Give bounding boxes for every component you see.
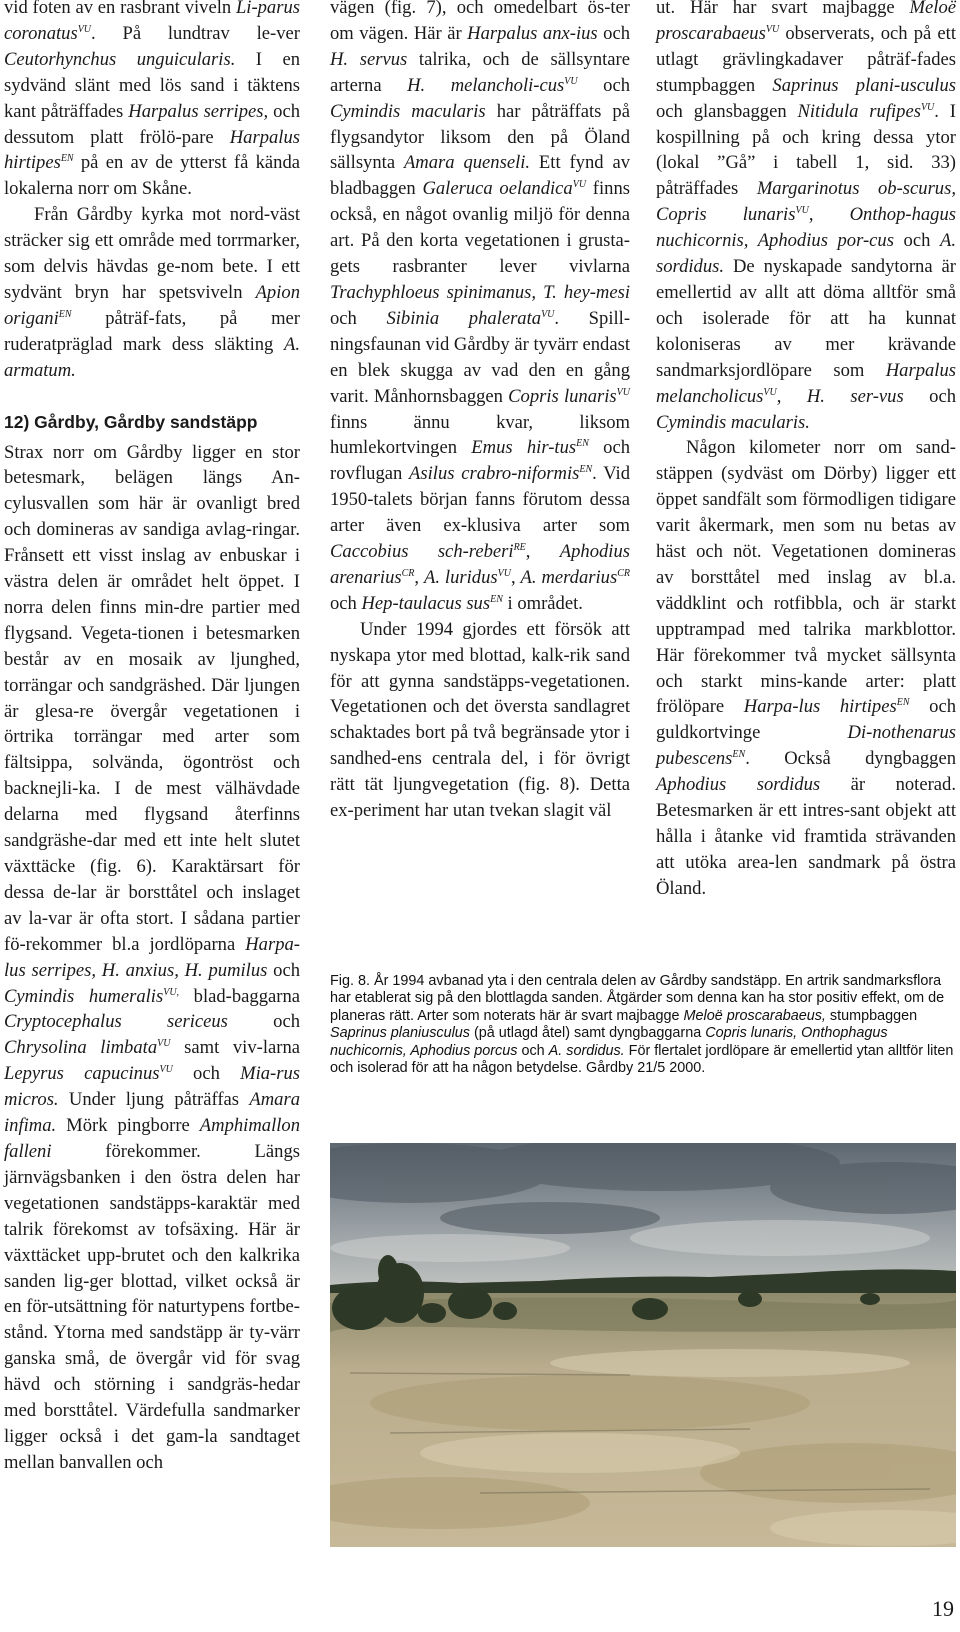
section-heading: 12) Gårdby, Gårdby sandstäpp <box>4 411 258 432</box>
landscape-photo <box>330 1143 956 1547</box>
text-column-2 <box>330 0 630 824</box>
paragraph: Under 1994 gjordes ett försök att nyskapa ytor med blottad, kalk-rik sand för att gynna sandstäpps-vegetationen. Vegetationen och det översta sandlagret schaktades bort på två begränsade ytor i sandhed-ens centrala del, i för övrigt rätt tät ljungvegetation (fig. 8). Detta ex-periment har utan tvekan slagit väl <box>330 618 630 822</box>
text-column-1 <box>4 0 300 1476</box>
paragraph: Från Gårdby kyrka mot nord-väst sträcker sig ett område med torrmarker, som delvis hävdas ge-nom bete. I ett sydvänt bryn har spetsviveln Apion origani$^{EN}$ påträf-fats, på mer ruderatpräglad mark dess släkting A. armatum. <box>4 204 300 381</box>
paragraph: vägen (fig. 7), och omedelbart ös-ter om vägen. Här är Harpalus anx-ius och H. servus talrika, och de sällsyntare arterna H. melancholi-cus$^{VU}$ och Cymindis macularis har påträffats på flygsandytor liksom den på Öland sällsynta Amara quenseli. Ett fynd av bladbaggen Galeruca oelandica$^{VU}$ finns också, en något ovanlig miljö för denna art. På den korta vegetationen i grusta-gets rasbranter lever vivlarna Trachyphloeus spinimanus, T. hey-mesi och Sibinia phalerata$^{VU}$. Spill-ningsfaunan vid Gårdby är tyvärr endast en blek skugga av vad den en gång varit. Månhornsbaggen Copris lunaris$^{VU}$ finns ännu kvar, liksom humlekortvingen Emus hir-tus$^{EN}$ och rovflugan Asilus crabro-niformis$^{EN}$. Vid 1950-talets början fanns förutom dessa arter även ex-klusiva arter som Caccobius sch-reberi$^{RE}$, Aphodius arenarius$^{CR}$, A. luridus$^{VU}$, A. merdarius$^{CR}$ och Hep-taulacus sus$^{EN}$ i området. <box>330 0 631 614</box>
paragraph: vid foten av en rasbrant viveln Li-parus coronatus$^{VU}$. På lundtrav le-ver Ceutorhynchus unguicularis. I en sydvänd slänt med lös sand i täktens kant påträffades Harpalus serripes, och dessutom platt frölö-pare Harpalus hirtipes$^{EN}$ på en av de ytterst få kända lokalerna norr om Skåne. <box>4 0 301 200</box>
page-number: 19 <box>932 1596 954 1621</box>
paragraph: Någon kilometer norr om sand-stäppen (sydväst om Dörby) ligger ett öppet sandfält som förmodligen tidigare varit åkermark, men som nu betas av häst och nöt. Vegetationen domineras av borsttåtel med inslag av bl.a. väddklint och rotfibbla, och är starkt upptrampad med talrika markblottor. Här förekommer två mycket sällsynta och starkt mins-kande arter: platt frölöpare Harpa-lus hirtipes$^{EN}$ och guldkortvinge Di-nothenarus pubescens$^{EN}$. Också dyngbaggen Aphodius sordidus är noterad. Betesmarken är ett intres-sant objekt att hålla i åtanke vid framtida strävanden att utöka area-len sandmark på östra Öland. <box>656 437 956 899</box>
paragraph: Strax norr om Gårdby ligger en stor betesmark, belägen längs An-cylusvallen som här är ovanligt bred och domineras av sandiga avlag-ringar. Frånsett ett visst inslag av enbuskar i västra delen är området helt öppet. I norra delen finns min-dre partier med flygsand. Vegeta-tionen i betesmarken består av en mosaik av ljunghed, torrängar och sandgräshed. Där ljungen är glesa-re övergår vegetationen i örtrika torrängar med arter som fältsippa, solvända, ögontröst och backnejli-ka. I de mest välhävdade delarna med flygsand återfinns sandgräshe-dar med ett inte helt slutet växttäcke (fig. 6). Karaktärsart för dessa de-lar är borsttåtel och inslaget av la-var är ofta stort. I sådana partier fö-rekommer bl.a jordlöparna Harpa-lus serripes, H. anxius, H. pumilus och Cymindis humeralis$^{VU,}$ blad-baggarna Cryptocephalus sericeus och Chrysolina limbata$^{VU}$ samt viv-larna Lepyrus capucinus$^{VU}$ och Mia-rus micros. Under ljung påträffas Amara infima. Mörk pingborre Amphimallon falleni förekommer. Längs järnvägsbanken i den östra delen har vegetationen sandstäpps-karaktär med talrik förekomst av tofsäxing. Här är växttäcket upp-brutet och den kalkrika sanden lig-ger blottad, vilket också är en för-utsättning för naturtypens fortbe-stånd. Ytorna med sandstäpp är ty-värr ganska små, de övergår vid för svag hävd och störning i sandgräs-hedar med borsttåtel. Värdefulla sandmarker ligger också i det gam-la sandtaget mellan banvallen och <box>4 441 301 1473</box>
sandy-heath-illustration <box>330 1143 956 1547</box>
figure-caption: Fig. 8. År 1994 avbanad yta i den centrala delen av Gårdby sandstäpp. En artrik sandmarksflora har etablerat sig på den blottlagda sanden. Åtgärder som denna kan ha stor positiv effekt, om de planeras rätt. Arter som noterats här är svart majbagge Meloë proscarabaeus, stumpbaggen Saprinus planiusculus (på utlagd åtel) samt dyngbaggarna Copris lunaris, Onthophagus nuchicornis, Aphodius porcus och A. sordidus. För flertalet jordlöpare är emellertid ytan alltför liten och isolerad för att ha någon betydelse. Gårdby 21/5 2000. <box>330 973 954 1077</box>
paragraph: ut. Här har svart majbagge Meloë proscarabaeus$^{VU}$ observerats, och på ett utlagt grävlingkadaver påträf-fades stumpbaggen Saprinus plani-usculus och glansbaggen Nitidula rufipes$^{VU}$. I kospillning på och kring dessa ytor (lokal ”Gå” i tabell 1, sid. 33) påträffades Margarinotus ob-scurus, Copris lunaris$^{VU}$, Onthop-hagus nuchicornis, Aphodius por-cus och A. sordidus. De nyskapade sandytorna är emellertid av allt att döma alltför små och isolerade för att ha kunnat koloniseras av mer krävande sandmarksjordlöpare som Harpalus melancholicus$^{VU}$, H. ser-vus och Cymindis macularis. <box>656 0 956 433</box>
text-column-3 <box>656 0 956 902</box>
